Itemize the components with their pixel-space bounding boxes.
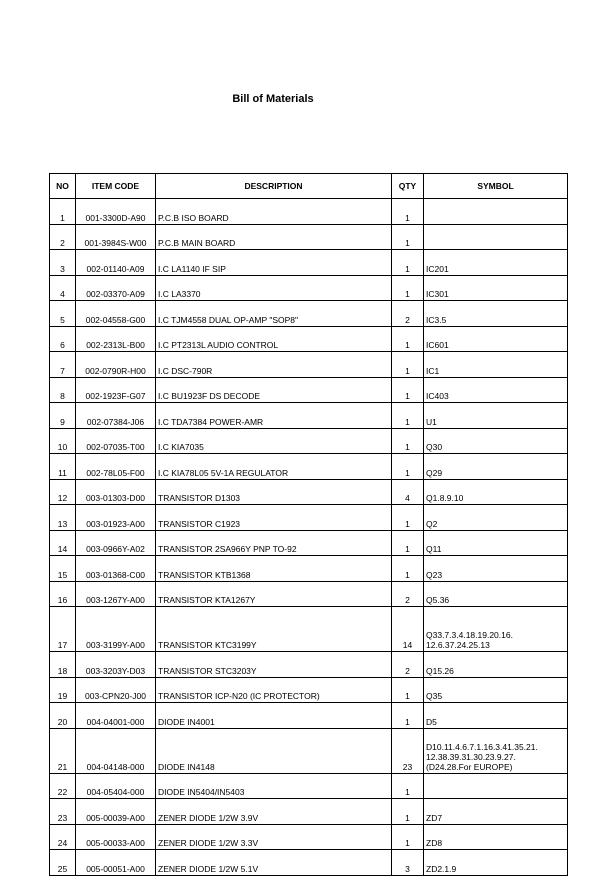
symbol-line: (D24.28.For EUROPE) <box>426 761 513 772</box>
cell-qty: 1 <box>392 824 424 850</box>
cell-description: ZENER DIODE 1/2W 3.9V <box>156 799 392 825</box>
cell-description: DIODE IN4148 <box>156 728 392 773</box>
table-row <box>50 224 568 250</box>
symbol-line: 12.38.39.31.30.23.9.27. <box>426 751 516 762</box>
cell-description: I.C PT2313L AUDIO CONTROL <box>156 326 392 352</box>
cell-qty: 1 <box>392 326 424 352</box>
cell-qty: 4 <box>392 479 424 505</box>
cell-description: ZENER DIODE 1/2W 5.1V <box>156 850 392 876</box>
cell-symbol <box>424 703 568 729</box>
cell-qty: 23 <box>392 728 424 773</box>
cell-description: I.C DSC-790R <box>156 352 392 378</box>
cell-qty: 2 <box>392 652 424 678</box>
cell-item-code: 003-0966Y-A02 <box>76 530 156 556</box>
cell-no: 3 <box>50 250 76 276</box>
cell-symbol <box>424 773 568 799</box>
cell-qty: 1 <box>392 403 424 429</box>
cell-item-code: 002-03370-A09 <box>76 275 156 301</box>
table-row <box>50 728 568 773</box>
cell-no: 21 <box>50 728 76 773</box>
table-row <box>50 799 568 825</box>
cell-symbol <box>424 326 568 352</box>
cell-item-code: 003-01368-C00 <box>76 556 156 582</box>
cell-symbol <box>424 556 568 582</box>
cell-no: 5 <box>50 301 76 327</box>
symbol-line: Q5.36 <box>426 595 450 605</box>
cell-item-code: 003-1267Y-A00 <box>76 581 156 607</box>
cell-symbol <box>424 479 568 505</box>
header-item-code: ITEM CODE <box>76 174 156 199</box>
cell-description: I.C TJM4558 DUAL OP-AMP "SOP8" <box>156 301 392 327</box>
cell-no: 17 <box>50 607 76 652</box>
table-row <box>50 326 568 352</box>
symbol-line: D5 <box>426 716 437 727</box>
table-row <box>50 850 568 876</box>
cell-description: TRANSISTOR KTB1368 <box>156 556 392 582</box>
symbol-line: Q15.26 <box>426 665 454 676</box>
cell-no: 14 <box>50 530 76 556</box>
cell-description: ZENER DIODE 1/2W 3.3V <box>156 824 392 850</box>
cell-qty: 1 <box>392 454 424 480</box>
cell-qty: 14 <box>392 607 424 652</box>
cell-symbol <box>424 275 568 301</box>
symbol-line: Q11 <box>426 544 442 554</box>
symbol-line: IC301 <box>426 289 449 299</box>
cell-no: 22 <box>50 773 76 799</box>
cell-description: P.C.B MAIN BOARD <box>156 224 392 250</box>
cell-description: TRANSISTOR 2SA966Y PNP TO-92 <box>156 530 392 556</box>
table-row <box>50 556 568 582</box>
symbol-line: 12.6.37.24.25.13 <box>426 640 490 650</box>
cell-symbol <box>424 377 568 403</box>
table-row <box>50 377 568 403</box>
cell-qty: 1 <box>392 250 424 276</box>
cell-item-code: 002-04558-G00 <box>76 301 156 327</box>
cell-qty: 1 <box>392 377 424 403</box>
cell-symbol <box>424 728 568 773</box>
cell-no: 10 <box>50 428 76 454</box>
cell-item-code: 003-01923-A00 <box>76 505 156 531</box>
header-description: DESCRIPTION <box>156 174 392 199</box>
cell-item-code: 001-3300D-A90 <box>76 199 156 225</box>
cell-description: P.C.B ISO BOARD <box>156 199 392 225</box>
symbol-line: IC1 <box>426 365 440 376</box>
cell-item-code: 002-78L05-F00 <box>76 454 156 480</box>
cell-no: 9 <box>50 403 76 429</box>
cell-item-code: 005-00033-A00 <box>76 824 156 850</box>
cell-qty: 1 <box>392 199 424 225</box>
cell-description: TRANSISTOR ICP-N20 (IC PROTECTOR) <box>156 677 392 703</box>
cell-symbol <box>424 652 568 678</box>
cell-symbol <box>424 301 568 327</box>
symbol-line: ZD2.1.9 <box>426 863 457 874</box>
cell-item-code: 002-2313L-B00 <box>76 326 156 352</box>
table-row <box>50 454 568 480</box>
cell-item-code: 002-01140-A09 <box>76 250 156 276</box>
cell-symbol <box>424 581 568 607</box>
cell-symbol <box>424 677 568 703</box>
cell-no: 16 <box>50 581 76 607</box>
symbol-line: U1 <box>426 416 437 427</box>
cell-symbol <box>424 199 568 225</box>
cell-no: 1 <box>50 199 76 225</box>
cell-qty: 1 <box>392 275 424 301</box>
table-row <box>50 301 568 327</box>
cell-item-code: 001-3984S-W00 <box>76 224 156 250</box>
cell-description: TRANSISTOR STC3203Y <box>156 652 392 678</box>
cell-item-code: 005-00039-A00 <box>76 799 156 825</box>
table-row <box>50 824 568 850</box>
cell-description: TRANSISTOR D1303 <box>156 479 392 505</box>
table-row <box>50 199 568 225</box>
symbol-line: Q35 <box>426 691 443 701</box>
cell-item-code: 003-CPN20-J00 <box>76 677 156 703</box>
cell-item-code: 002-0790R-H00 <box>76 352 156 378</box>
cell-symbol <box>424 428 568 454</box>
table-header-row <box>50 174 568 199</box>
bill-of-materials-table <box>49 173 568 876</box>
cell-description: I.C LA1140 IF SIP <box>156 250 392 276</box>
header-qty: QTY <box>392 174 424 199</box>
cell-qty: 2 <box>392 301 424 327</box>
cell-qty: 1 <box>392 773 424 799</box>
cell-no: 24 <box>50 824 76 850</box>
cell-description: I.C KIA7035 <box>156 428 392 454</box>
cell-no: 15 <box>50 556 76 582</box>
cell-qty: 1 <box>392 677 424 703</box>
cell-description: I.C BU1923F DS DECODE <box>156 377 392 403</box>
cell-description: TRANSISTOR C1923 <box>156 505 392 531</box>
cell-qty: 2 <box>392 581 424 607</box>
symbol-line: IC601 <box>426 340 449 350</box>
cell-no: 8 <box>50 377 76 403</box>
cell-no: 19 <box>50 677 76 703</box>
cell-item-code: 003-3199Y-A00 <box>76 607 156 652</box>
table-row <box>50 505 568 531</box>
cell-symbol <box>424 224 568 250</box>
cell-description: I.C KIA78L05 5V-1A REGULATOR <box>156 454 392 480</box>
cell-symbol <box>424 824 568 850</box>
header-no: NO <box>50 174 76 199</box>
cell-item-code: 003-01303-D00 <box>76 479 156 505</box>
cell-qty: 1 <box>392 352 424 378</box>
cell-symbol <box>424 403 568 429</box>
cell-qty: 3 <box>392 850 424 876</box>
cell-description: TRANSISTOR KTA1267Y <box>156 581 392 607</box>
cell-symbol <box>424 530 568 556</box>
cell-no: 7 <box>50 352 76 378</box>
page-title: Bill of Materials <box>232 93 314 105</box>
cell-qty: 1 <box>392 505 424 531</box>
table-row <box>50 581 568 607</box>
cell-item-code: 002-07384-J06 <box>76 403 156 429</box>
cell-no: 4 <box>50 275 76 301</box>
symbol-line: IC201 <box>426 263 449 274</box>
cell-qty: 1 <box>392 799 424 825</box>
symbol-line: ZD8 <box>426 838 443 848</box>
symbol-line: ZD7 <box>426 812 443 823</box>
cell-description: I.C LA3370 <box>156 275 392 301</box>
cell-item-code: 005-00051-A00 <box>76 850 156 876</box>
table-row <box>50 352 568 378</box>
cell-symbol <box>424 454 568 480</box>
cell-description: DIODE IN5404/IN5403 <box>156 773 392 799</box>
symbol-line: Q1.8.9.10 <box>426 493 464 503</box>
cell-qty: 1 <box>392 703 424 729</box>
table-row <box>50 607 568 652</box>
cell-item-code: 003-3203Y-D03 <box>76 652 156 678</box>
table-row <box>50 428 568 454</box>
cell-no: 23 <box>50 799 76 825</box>
table-row <box>50 275 568 301</box>
table-row <box>50 773 568 799</box>
cell-no: 11 <box>50 454 76 480</box>
table-row <box>50 530 568 556</box>
cell-no: 20 <box>50 703 76 729</box>
table-row <box>50 677 568 703</box>
symbol-line: IC403 <box>426 391 449 401</box>
symbol-line: Q30 <box>426 442 443 452</box>
cell-qty: 1 <box>392 428 424 454</box>
cell-description: DIODE IN4001 <box>156 703 392 729</box>
cell-symbol <box>424 607 568 652</box>
cell-no: 18 <box>50 652 76 678</box>
table-row <box>50 479 568 505</box>
cell-symbol <box>424 850 568 876</box>
table-row <box>50 250 568 276</box>
cell-item-code: 004-05404-000 <box>76 773 156 799</box>
cell-description: TRANSISTOR KTC3199Y <box>156 607 392 652</box>
symbol-line: D10.11.4.6.7.1.16.3.41.35.21. <box>426 741 538 752</box>
cell-no: 25 <box>50 850 76 876</box>
cell-no: 12 <box>50 479 76 505</box>
cell-qty: 1 <box>392 530 424 556</box>
table-row <box>50 703 568 729</box>
table-row <box>50 403 568 429</box>
cell-description: I.C TDA7384 POWER-AMR <box>156 403 392 429</box>
symbol-line: Q33.7.3.4.18.19.20.16. <box>426 630 513 640</box>
symbol-line: Q29 <box>426 467 443 478</box>
cell-item-code: 004-04001-000 <box>76 703 156 729</box>
cell-no: 6 <box>50 326 76 352</box>
cell-no: 13 <box>50 505 76 531</box>
symbol-line: IC3.5 <box>426 314 447 325</box>
cell-symbol <box>424 505 568 531</box>
cell-symbol <box>424 250 568 276</box>
cell-qty: 1 <box>392 556 424 582</box>
table-body <box>50 199 568 876</box>
cell-item-code: 004-04148-000 <box>76 728 156 773</box>
symbol-line: Q2 <box>426 518 438 529</box>
cell-qty: 1 <box>392 224 424 250</box>
cell-item-code: 002-1923F-G07 <box>76 377 156 403</box>
cell-no: 2 <box>50 224 76 250</box>
table-row <box>50 652 568 678</box>
header-symbol: SYMBOL <box>424 174 568 199</box>
cell-item-code: 002-07035-T00 <box>76 428 156 454</box>
symbol-line: Q23 <box>426 569 443 580</box>
cell-symbol <box>424 352 568 378</box>
cell-symbol <box>424 799 568 825</box>
